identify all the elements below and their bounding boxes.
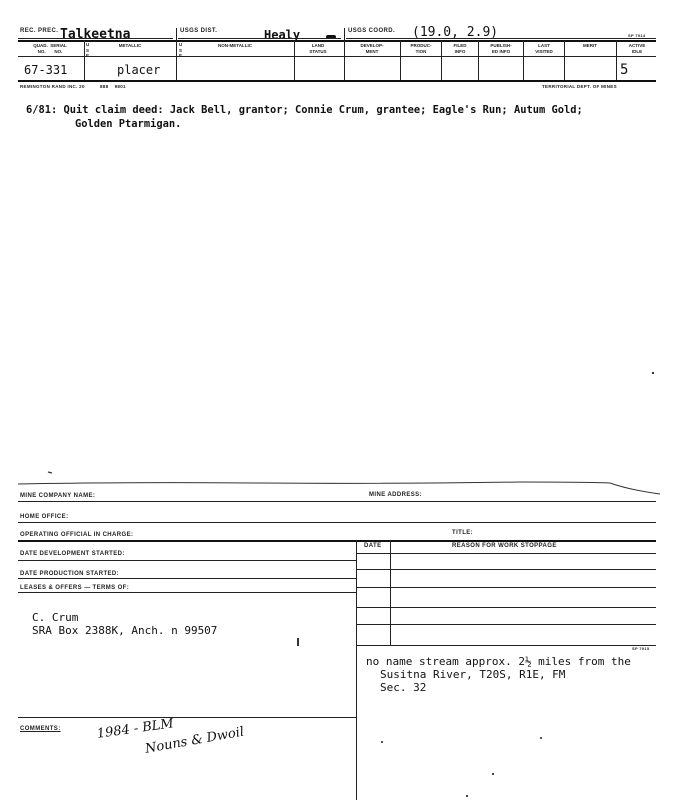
usgs-coord-value: (19.0, 2.9) <box>412 25 499 40</box>
note-line-1: 6/81: Quit claim deed: Jack Bell, grantor; Connie Crum, grantee; Eagle's Run; Autum Gold; <box>26 104 583 116</box>
usgs-coord-label: USGS COORD. <box>348 28 396 34</box>
comments-handwritten-1: 1984 - BLM <box>96 716 175 742</box>
mine-address-label: MINE ADDRESS: <box>369 492 422 498</box>
col-published-info: PUBLISH- ED INFO <box>490 43 512 54</box>
col-metallic: METALLIC <box>118 43 142 48</box>
speck <box>540 737 542 739</box>
col-use-letters-2: U S E <box>179 42 183 58</box>
record-mark: 5 <box>620 62 629 78</box>
col-development: DEVELOP- MENT <box>360 43 384 54</box>
note-line-2: Golden Ptarmigan. <box>75 118 182 130</box>
department-mark: TERRITORIAL DEPT. OF MINES <box>542 84 617 89</box>
printer-codes: 888 9801 <box>100 84 126 89</box>
col-merit: MERIT <box>583 43 597 48</box>
speck <box>381 741 383 743</box>
form-number: SP 7914 <box>628 33 646 38</box>
col-non-metallic: NON-METALLIC <box>218 43 252 48</box>
stray-mark <box>297 638 299 646</box>
leases-offers-label: LEASES & OFFERS — TERMS OF: <box>20 585 130 591</box>
speck <box>492 773 494 775</box>
record-type: placer <box>117 63 161 77</box>
speck <box>466 795 468 797</box>
date-header: DATE <box>364 543 382 549</box>
usgs-dist-label: USGS DIST. <box>180 28 218 34</box>
col-active-idle: ACTIVE IDLE <box>628 43 646 54</box>
col-filed-info: FILED INFO <box>453 43 467 54</box>
mine-company-name-label: MINE COMPANY NAME: <box>20 493 96 499</box>
location-line-3: Sec. 32 <box>380 681 427 694</box>
owner-name: C. Crum <box>32 611 79 624</box>
form-number-small: SP 7915 <box>632 646 650 651</box>
col-use-letters: U S E <box>86 42 90 58</box>
owner-address: SRA Box 2388K, Anch. n 99507 <box>32 624 218 637</box>
usgs-dist-value: Healy <box>264 28 301 42</box>
record-number: 67-331 <box>24 63 68 77</box>
rec-prec-label: REC. PREC. <box>20 28 59 34</box>
col-quad-serial: QUAD. SERIAL NO. NO. <box>33 43 67 54</box>
reason-header: REASON FOR WORK STOPPAGE <box>452 543 557 549</box>
comments-label: COMMENTS: <box>20 726 61 732</box>
title-label: TITLE: <box>452 530 474 536</box>
torn-edge <box>0 470 678 500</box>
comments-handwritten-2: Nouns & Dwoil <box>144 724 246 757</box>
rec-prec-value: Talkeetna <box>60 27 131 42</box>
printer-mark: REMINGTON RAND INC. 20 <box>20 84 85 89</box>
col-production: PRODUC- TION <box>410 43 432 54</box>
date-prod-started-label: DATE PRODUCTION STARTED: <box>20 571 120 577</box>
operating-official-label: OPERATING OFFICIAL IN CHARGE: <box>20 532 134 538</box>
home-office-label: HOME OFFICE: <box>20 514 69 520</box>
location-line-2: Susitna River, T20S, R1E, FM <box>380 668 566 681</box>
col-last-visited: LAST VISITED <box>535 43 553 54</box>
col-land-status: LAND STATUS <box>309 43 327 54</box>
speck <box>652 372 654 374</box>
location-line-1: no name stream approx. 2½ miles from the <box>366 655 631 668</box>
date-dev-started-label: DATE DEVELOPMENT STARTED: <box>20 551 125 557</box>
